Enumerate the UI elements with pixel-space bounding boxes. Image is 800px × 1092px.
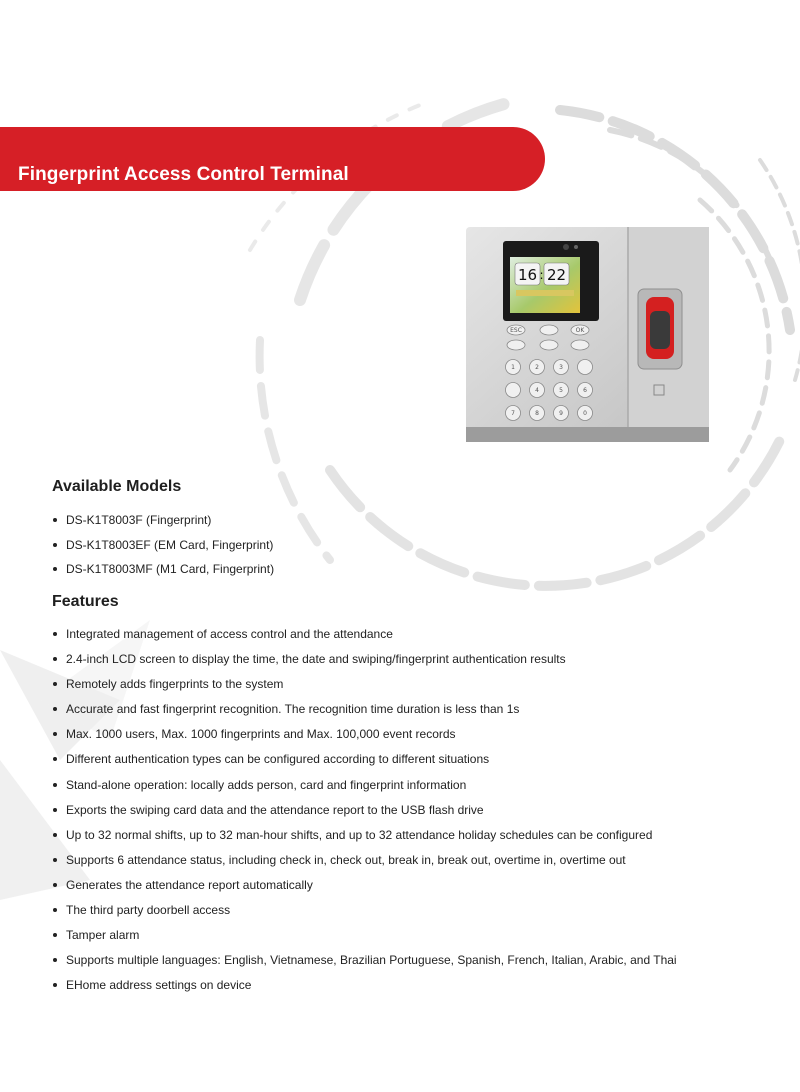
svg-text::: : — [539, 268, 544, 282]
available-models-heading: Available Models — [52, 478, 182, 495]
list-item: DS-K1T8003MF (M1 Card, Fingerprint) — [52, 562, 767, 576]
list-item: Generates the attendance report automatically — [52, 878, 767, 892]
key-label-3: 3 — [559, 364, 563, 371]
key-label-4: 4 — [535, 387, 539, 394]
key-label-2: 2 — [535, 364, 539, 371]
key-label-9: 9 — [559, 410, 563, 417]
list-item: Accurate and fast fingerprint recognition. The recognition time duration is less than 1s — [52, 702, 767, 716]
features-heading: Features — [52, 593, 119, 610]
models-list — [52, 513, 767, 587]
list-item: Different authentication types can be configured according to different situations — [52, 752, 767, 766]
list-item: The third party doorbell access — [52, 903, 767, 917]
list-item: Remotely adds fingerprints to the system — [52, 677, 767, 691]
key-label-7: 7 — [511, 410, 515, 417]
list-item: Integrated management of access control and the attendance — [52, 627, 767, 641]
key-label-5: 5 — [559, 387, 563, 394]
features-list — [52, 627, 767, 1003]
list-item: EHome address settings on device — [52, 978, 767, 992]
key-label-ok: OK — [575, 327, 585, 334]
key-label-1: 1 — [511, 364, 515, 371]
list-item: Exports the swiping card data and the attendance report to the USB flash drive — [52, 803, 767, 817]
fingerprint-terminal-illustration — [466, 227, 709, 442]
key-label-8: 8 — [535, 410, 539, 417]
list-item: 2.4-inch LCD screen to display the time, the date and swiping/fingerprint authentication results — [52, 652, 767, 666]
list-item: Supports 6 attendance status, including check in, check out, break in, break out, overtime in, overtime out — [52, 853, 767, 867]
device-clock-hours: 16 — [517, 266, 538, 284]
key-label-6: 6 — [583, 387, 587, 394]
list-item: DS-K1T8003EF (EM Card, Fingerprint) — [52, 538, 767, 552]
list-item: Up to 32 normal shifts, up to 32 man-hour shifts, and up to 32 attendance holiday schedules can be configured — [52, 828, 767, 842]
key-label-0: 0 — [583, 410, 587, 417]
list-item: Supports multiple languages: English, Vietnamese, Brazilian Portuguese, Spanish, French, Italian, Arabic, and Thai — [52, 953, 767, 967]
key-label-esc: ESC — [510, 327, 522, 334]
device-clock-minutes: 22 — [546, 266, 567, 284]
page-title: Fingerprint Access Control Terminal — [18, 164, 349, 185]
list-item: Tamper alarm — [52, 928, 767, 942]
list-item: DS-K1T8003F (Fingerprint) — [52, 513, 767, 527]
list-item: Max. 1000 users, Max. 1000 fingerprints and Max. 100,000 event records — [52, 727, 767, 741]
list-item: Stand-alone operation: locally adds person, card and fingerprint information — [52, 778, 767, 792]
